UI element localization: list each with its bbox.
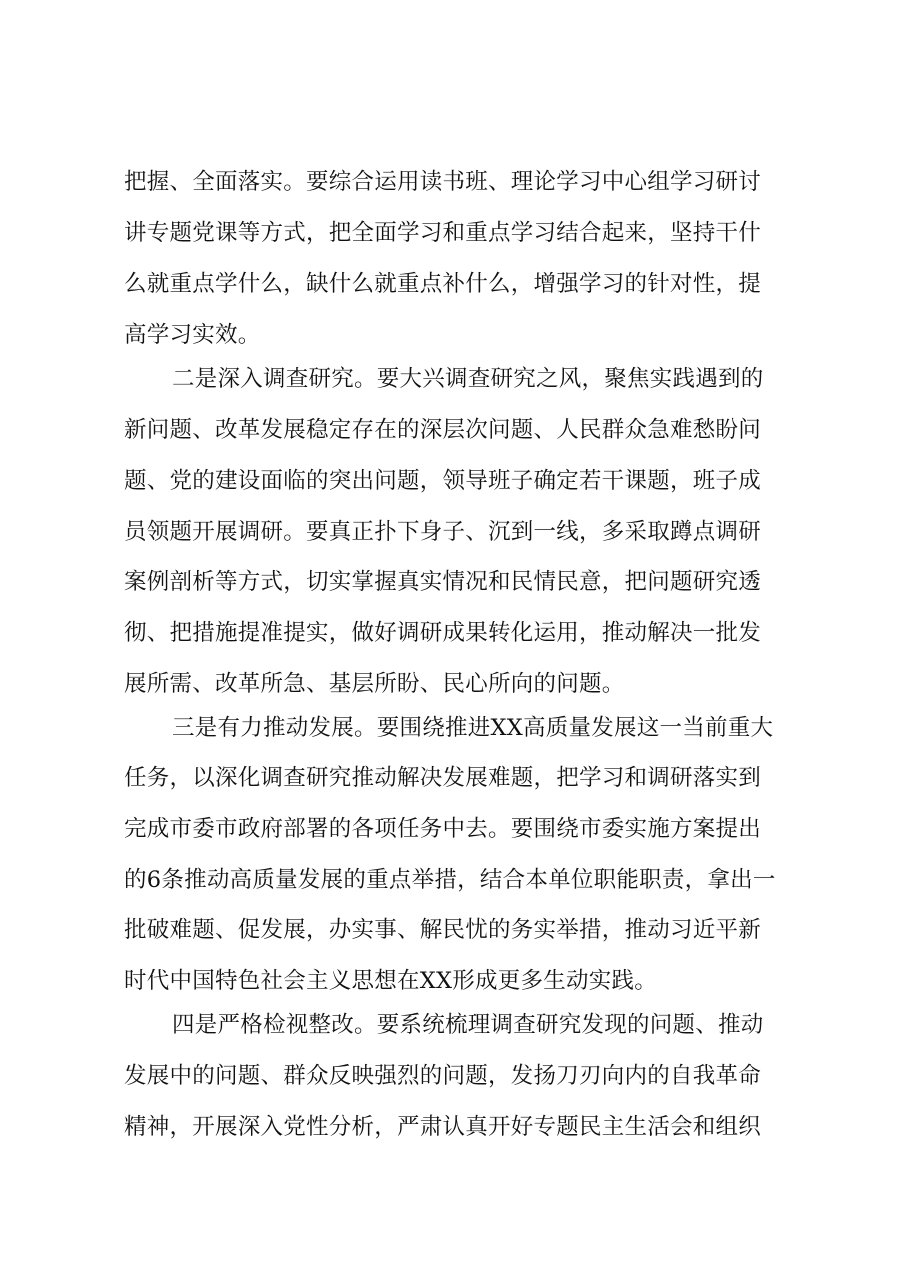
text-line: 二是深入调查研究。要大兴调查研究之风，聚焦实践遇到的 (172, 366, 764, 392)
text-line: 彻、把措施提准提实，做好调研成果转化运用，推动解决一批发 (124, 620, 762, 646)
text-line: 三是有力推动发展。要围绕推进XX高质量发展这一当前重大 (172, 715, 774, 741)
text-line: 题、党的建设面临的突出问题，领导班子确定若干课题，班子成 (124, 468, 762, 494)
text-line: 时代中国特色社会主义思想在XX形成更多生动实践。 (124, 968, 658, 994)
text-line: 把握、全面落实。要综合运用读书班、理论学习中心组学习研讨 (124, 169, 762, 195)
text-line: 高学习实效。 (124, 322, 261, 348)
text-line: 发展中的问题、群众反映强烈的问题，发扬刀刃向内的自我革命 (124, 1063, 762, 1089)
text-line: 完成市委市政府部署的各项任务中去。要围绕市委实施方案提出 (124, 816, 762, 842)
text-line: 展所需、改革所急、基层所盼、民心所向的问题。 (124, 671, 625, 697)
text-line: 案例剖析等方式，切实掌握真实情况和民情民意，把问题研究透 (124, 569, 762, 595)
text-line: 四是严格检视整改。要系统梳理调查研究发现的问题、推动 (172, 1012, 764, 1038)
text-line: 批破难题、促发展，办实事、解民忧的务实举措，推动习近平新 (124, 917, 762, 943)
text-line: 新问题、改革发展稳定存在的深层次问题、人民群众急难愁盼问 (124, 417, 762, 443)
text-line: 精神，开展深入党性分析，严肃认真开好专题民主生活会和组织 (124, 1114, 762, 1140)
text-line: 么就重点学什么，缺什么就重点补什么，增强学习的针对性，提 (124, 271, 762, 297)
text-line: 讲专题党课等方式，把全面学习和重点学习结合起来，坚持干什 (124, 220, 762, 246)
text-line: 的6条推动高质量发展的重点举措，结合本单位职能职责，拿出一 (124, 867, 776, 893)
text-line: 员领题开展调研。要真正扑下身子、沉到一线，多采取蹲点调研 (124, 519, 762, 545)
text-line: 任务，以深化调查研究推动解决发展难题，把学习和调研落实到 (124, 765, 762, 791)
